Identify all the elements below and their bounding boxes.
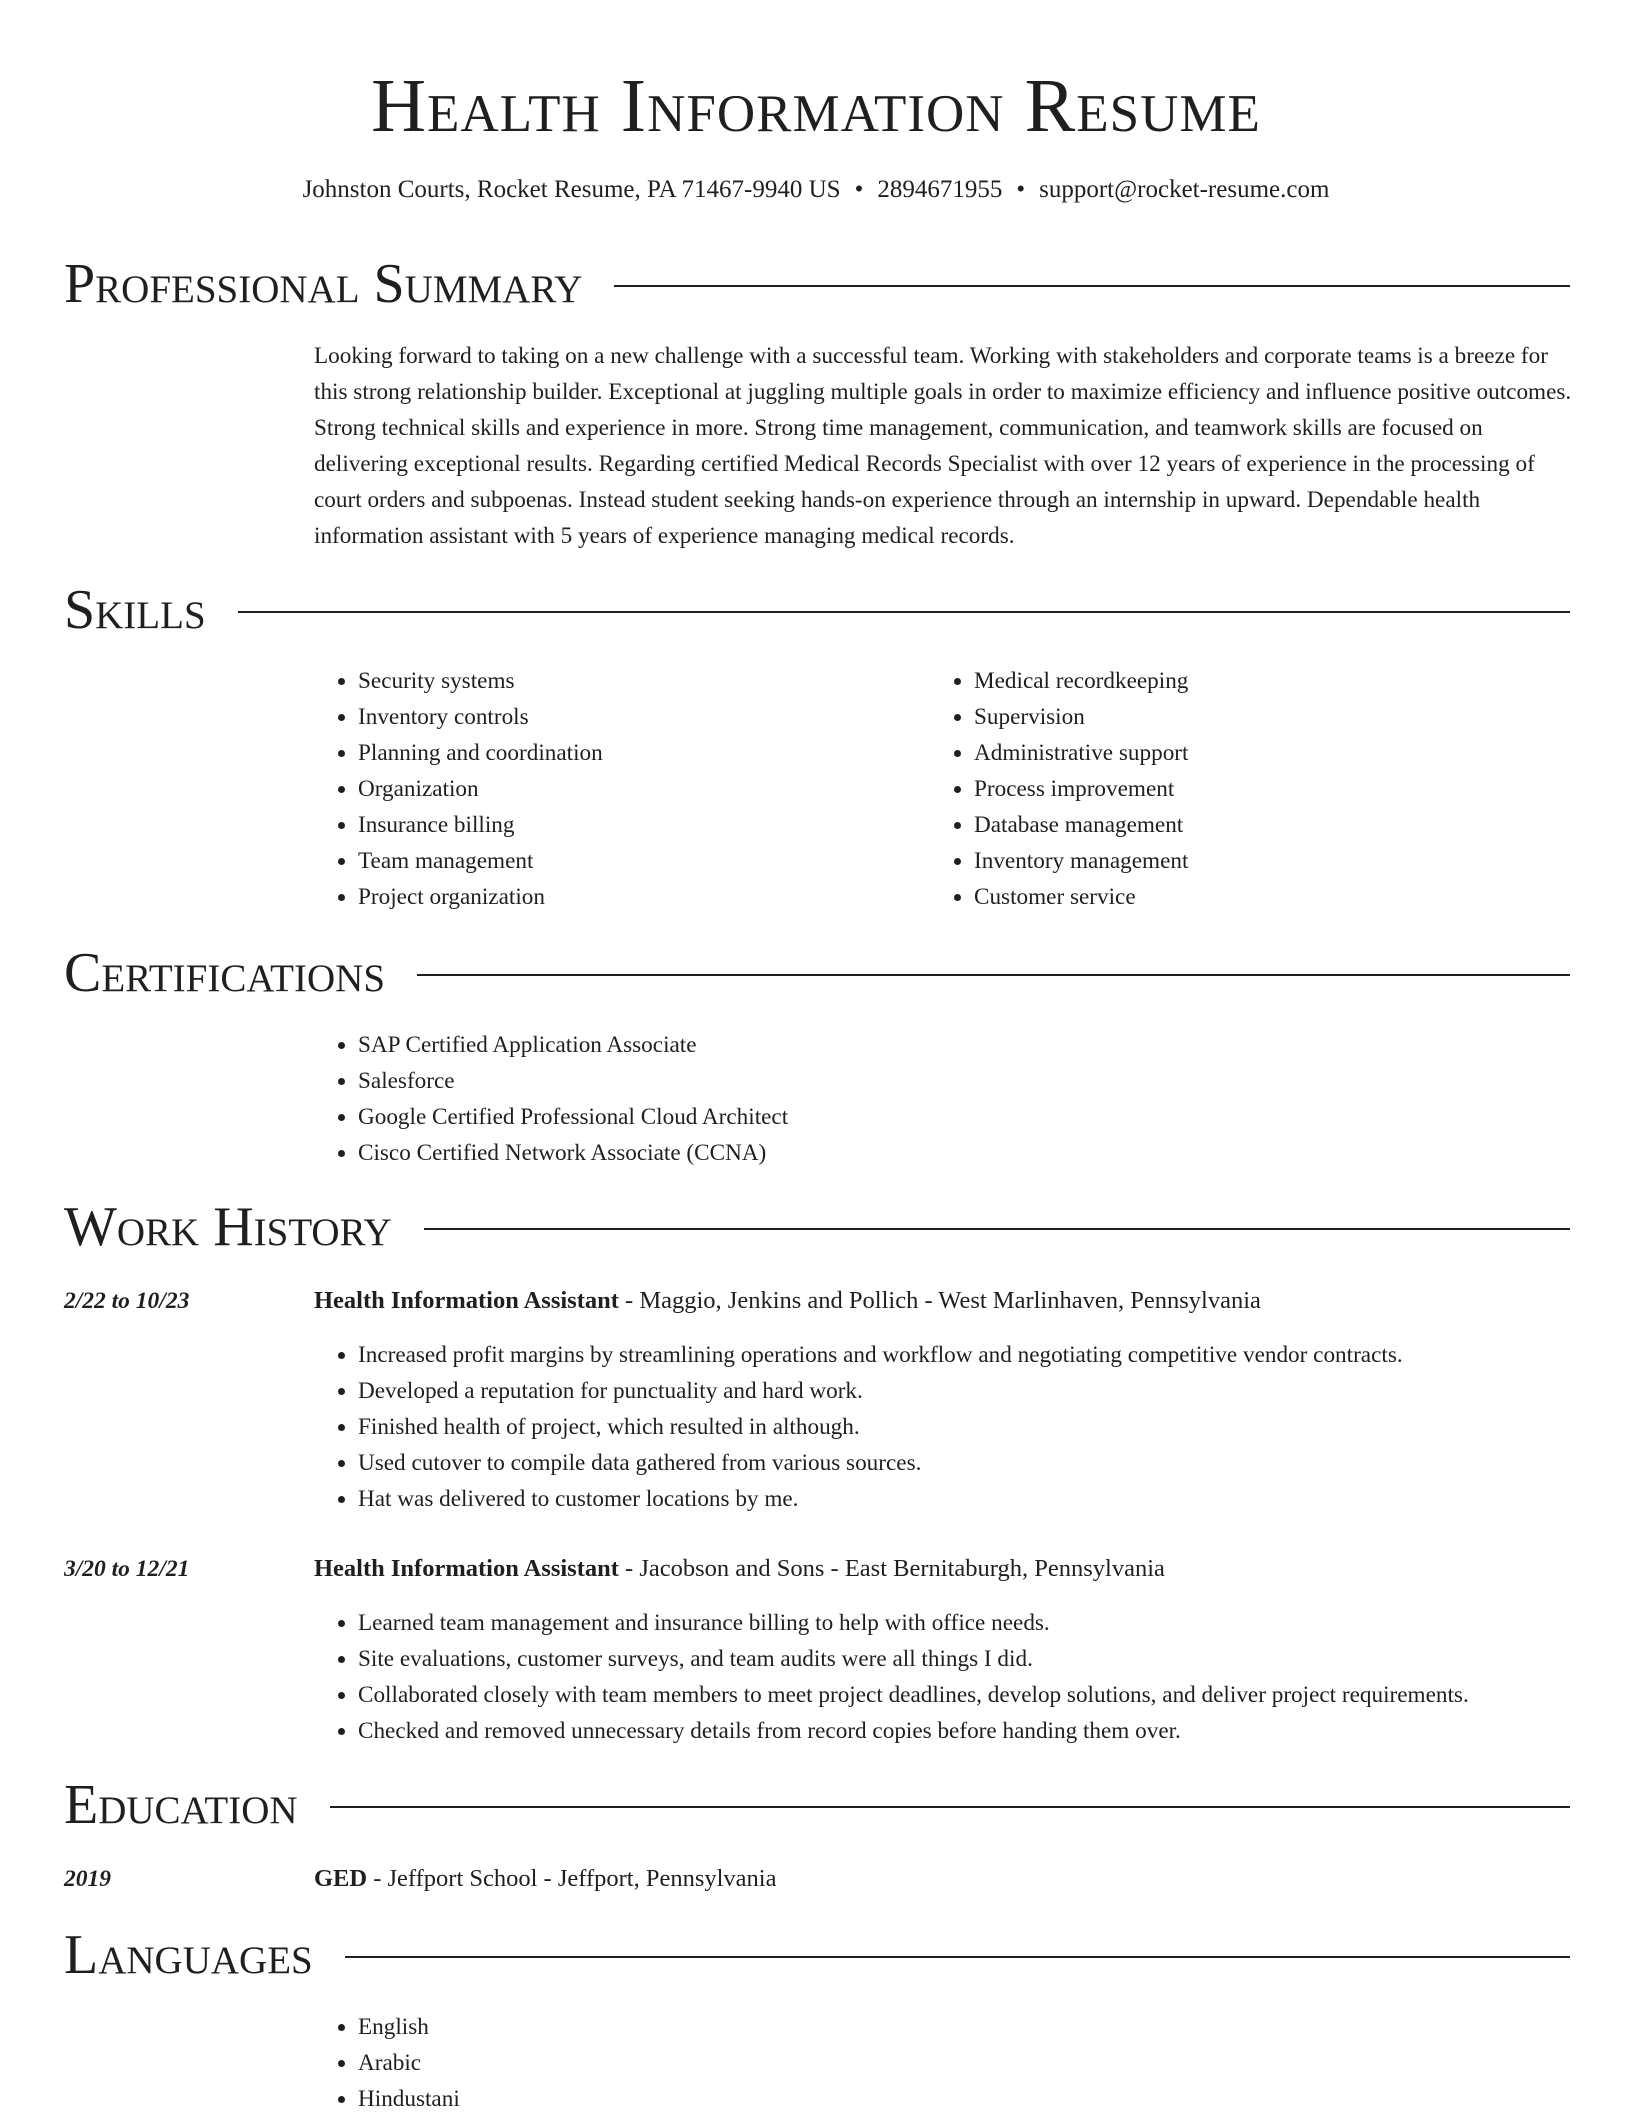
certifications-heading: Certifications [64,942,386,1004]
skills-section-header [64,578,1570,642]
job-bullets [314,1337,1616,1517]
job-employer: - Jacobson and Sons - East Bernitaburgh, Pennsylvania [618,1555,1165,1582]
skill-item: • Team management [358,843,918,879]
languages-list [314,2009,958,2117]
job-title: Health Information Assistant [314,1555,619,1582]
skill-item: • Insurance billing [358,807,918,843]
education-degree: GED [314,1865,368,1892]
job-dates: 3/20 to 12/21 [64,1556,190,1582]
skill-item: • Administrative support [974,735,1574,771]
summary-text: Looking forward to taking on a new challenge with a successful team. Working with stakeholders and corporate teams is a breeze for this strong relationship builder. Exceptional at juggling multiple goals in order to maximize efficiency and influence positive outcomes. Strong technical skills and experience in more. Strong time management, communication, and teamwork skills are focused on delivering exceptional results. Regarding certified Medical Records Specialist with over 12 years of experience in the processing of court orders and subpoenas. Instead student seeking hands-on experience through an internship in upward. Dependable health information assistant with 5 years of experience managing medical records. [314,343,1572,549]
job-employer: - Maggio, Jenkins and Pollich - West Marlinhaven, Pennsylvania [618,1287,1261,1314]
skills-list-right [930,663,1574,915]
language-item: • Hindustani [358,2081,958,2117]
skill-item: • Database management [974,807,1574,843]
job-bullet: • Hat was delivered to customer locations by me. [358,1481,1616,1517]
languages-heading: Languages [64,1924,313,1986]
skill-item: • Planning and coordination [358,735,918,771]
work-section-header [64,1195,1570,1259]
job-dates: 2/22 to 10/23 [64,1288,190,1314]
summary-section-header [64,252,1570,316]
education-line [314,1863,777,1895]
language-item: • English [358,2009,958,2045]
job-bullet: • Learned team management and insurance billing to help with office needs. [358,1605,1616,1641]
languages-section-header [64,1923,1570,1987]
job-bullet: • Collaborated closely with team members to meet project deadlines, develop solutions, and deliver project requirements. [358,1677,1616,1713]
job-bullet: • Site evaluations, customer surveys, and team audits were all things I did. [358,1641,1616,1677]
job-bullets [314,1605,1616,1749]
job-bullet: • Increased profit margins by streamlining operations and workflow and negotiating competitive vendor contracts. [358,1337,1616,1373]
contact-separator: • [854,176,864,203]
contact-line [0,174,1632,206]
skill-item: • Customer service [974,879,1574,915]
skill-item: • Organization [358,771,918,807]
job-heading [314,1285,1261,1317]
resume-title: Health Information Resume [371,64,1261,148]
certification-item: • SAP Certified Application Associate [358,1027,1558,1063]
section-divider [330,1806,1570,1808]
skills-heading: Skills [64,579,206,641]
contact-email: support@rocket-resume.com [1039,176,1330,203]
section-divider [238,611,1570,613]
section-divider [417,974,1570,976]
job-bullet: • Checked and removed unnecessary details from record copies before handing them over. [358,1713,1616,1749]
skill-item: • Inventory management [974,843,1574,879]
job-bullet: • Used cutover to compile data gathered from various sources. [358,1445,1616,1481]
contact-separator: • [1016,176,1026,203]
certification-item: • Google Certified Professional Cloud Architect [358,1099,1558,1135]
language-item: • Arabic [358,2045,958,2081]
contact-phone: 2894671955 [877,176,1003,203]
skill-item: • Supervision [974,699,1574,735]
job-bullet: • Developed a reputation for punctuality and hard work. [358,1373,1616,1409]
work-heading: Work History [64,1196,392,1258]
certification-item: • Salesforce [358,1063,1558,1099]
skill-item: • Process improvement [974,771,1574,807]
education-heading: Education [64,1774,298,1836]
education-year: 2019 [64,1866,111,1892]
contact-address: Johnston Courts, Rocket Resume, PA 71467-9940 US [302,176,841,203]
certifications-list [314,1027,1558,1171]
job-heading [314,1553,1165,1585]
job-title: Health Information Assistant [314,1287,619,1314]
education-school: - Jeffport School - Jeffport, Pennsylvania [367,1865,777,1892]
certifications-section-header [64,941,1570,1005]
skill-item: • Medical recordkeeping [974,663,1574,699]
skill-item: • Project organization [358,879,918,915]
skill-item: • Security systems [358,663,918,699]
summary-heading: Professional Summary [64,253,583,315]
job-bullet: • Finished health of project, which resulted in although. [358,1409,1616,1445]
section-divider [424,1228,1570,1230]
skills-list-left [314,663,918,915]
section-divider [614,285,1570,287]
education-section-header [64,1773,1570,1837]
section-divider [345,1956,1570,1958]
skill-item: • Inventory controls [358,699,918,735]
certification-item: • Cisco Certified Network Associate (CCNA) [358,1135,1558,1171]
